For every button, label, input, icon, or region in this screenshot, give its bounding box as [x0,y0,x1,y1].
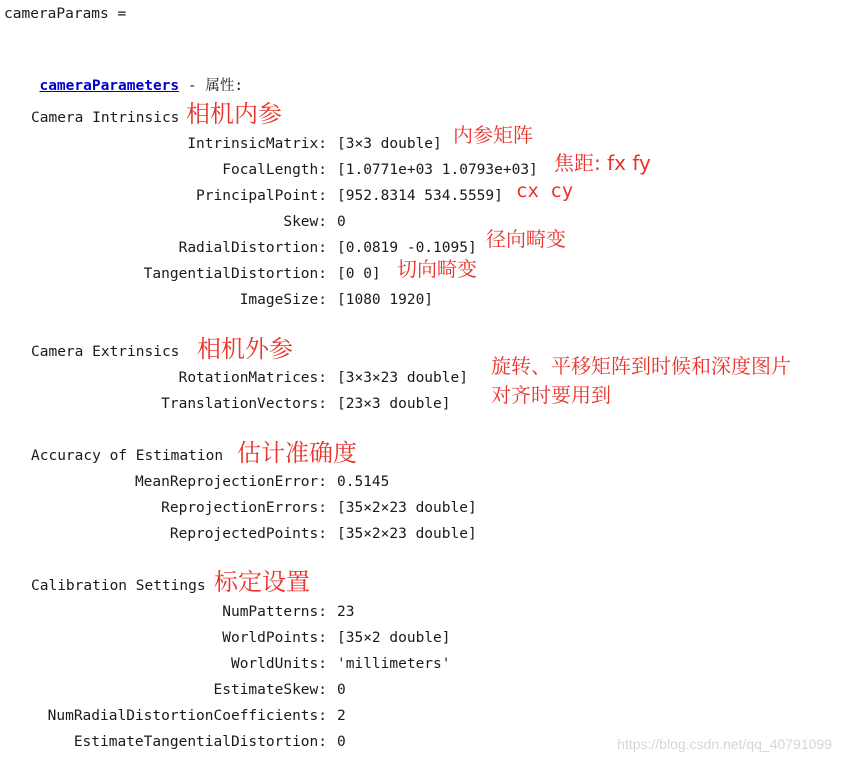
prop-name-num-patterns: NumPatterns: [222,604,327,620]
annotation-tangential-distortion: 切向畸变 [397,257,477,281]
annotation-principal-point: cx cy [516,180,574,202]
annotation-radial-distortion: 径向畸变 [486,227,566,251]
annotation-extrinsics-note-line1: 旋转、平移矩阵到时候和深度图片 [491,354,791,378]
prop-value-estimate-tangential: 0 [337,734,346,750]
annotation-extrinsics: 相机外参 [197,335,293,363]
annotation-focal-length: 焦距: fx fy [554,151,651,175]
prop-name-reprojected-points: ReprojectedPoints: [169,526,327,542]
prop-name-image-size: ImageSize: [239,292,327,308]
annotation-intrinsics: 相机内参 [186,100,282,128]
prop-value-num-radial-coeffs: 2 [337,708,346,724]
section-title-calibration: Calibration Settings [31,578,206,594]
prop-value-mean-reprojection-error: 0.5145 [337,474,390,490]
prop-name-num-radial-coeffs: NumRadialDistortionCoefficients: [47,708,327,724]
prop-name-translation-vectors: TranslationVectors: [161,396,327,412]
prop-name-estimate-tangential: EstimateTangentialDistortion: [73,734,327,750]
class-link[interactable]: cameraParameters [39,78,180,94]
prop-value-num-patterns: 23 [337,604,355,620]
prop-name-reprojection-errors: ReprojectionErrors: [161,500,327,516]
prop-value-estimate-skew: 0 [337,682,346,698]
prop-name-tangential-distortion: TangentialDistortion: [143,266,327,282]
prop-name-world-units: WorldUnits: [230,656,327,672]
class-line [22,56,243,96]
annotation-extrinsics-note-line2: 对齐时要用到 [491,383,611,407]
section-title-extrinsics: Camera Extrinsics [31,344,180,360]
prop-name-world-points: WorldPoints: [222,630,327,646]
prop-name-estimate-skew: EstimateSkew: [213,682,327,698]
prop-name-intrinsic-matrix: IntrinsicMatrix: [187,136,327,152]
class-suffix: - 属性: [179,78,244,94]
variable-name-line: cameraParams = [4,6,127,22]
prop-value-focal-length: [1.0771e+03 1.0793e+03] [337,162,538,178]
section-title-accuracy: Accuracy of Estimation [31,448,224,464]
prop-value-reprojection-errors[interactable]: [35×2×23 double] [337,500,477,516]
prop-value-world-units: 'millimeters' [337,656,451,672]
prop-value-world-points[interactable]: [35×2 double] [337,630,451,646]
prop-value-translation-vectors[interactable]: [23×3 double] [337,396,451,412]
prop-value-reprojected-points[interactable]: [35×2×23 double] [337,526,477,542]
prop-value-radial-distortion: [0.0819 -0.1095] [337,240,477,256]
prop-value-intrinsic-matrix[interactable]: [3×3 double] [337,136,442,152]
prop-name-principal-point: PrincipalPoint: [196,188,327,204]
annotation-intrinsic-matrix: 内参矩阵 [453,123,533,147]
annotation-accuracy: 估计准确度 [237,439,357,467]
prop-value-principal-point: [952.8314 534.5559] [337,188,503,204]
prop-name-rotation-matrices: RotationMatrices: [178,370,327,386]
prop-name-radial-distortion: RadialDistortion: [178,240,327,256]
prop-name-skew: Skew: [283,214,327,230]
prop-value-skew: 0 [337,214,346,230]
annotation-calibration: 标定设置 [214,568,310,596]
section-title-intrinsics: Camera Intrinsics [31,110,180,126]
watermark-text: https://blog.csdn.net/qq_40791099 [617,736,832,752]
prop-name-mean-reprojection-error: MeanReprojectionError: [134,474,327,490]
prop-value-rotation-matrices[interactable]: [3×3×23 double] [337,370,468,386]
prop-value-tangential-distortion: [0 0] [337,266,381,282]
prop-value-image-size: [1080 1920] [337,292,434,308]
prop-name-focal-length: FocalLength: [222,162,327,178]
